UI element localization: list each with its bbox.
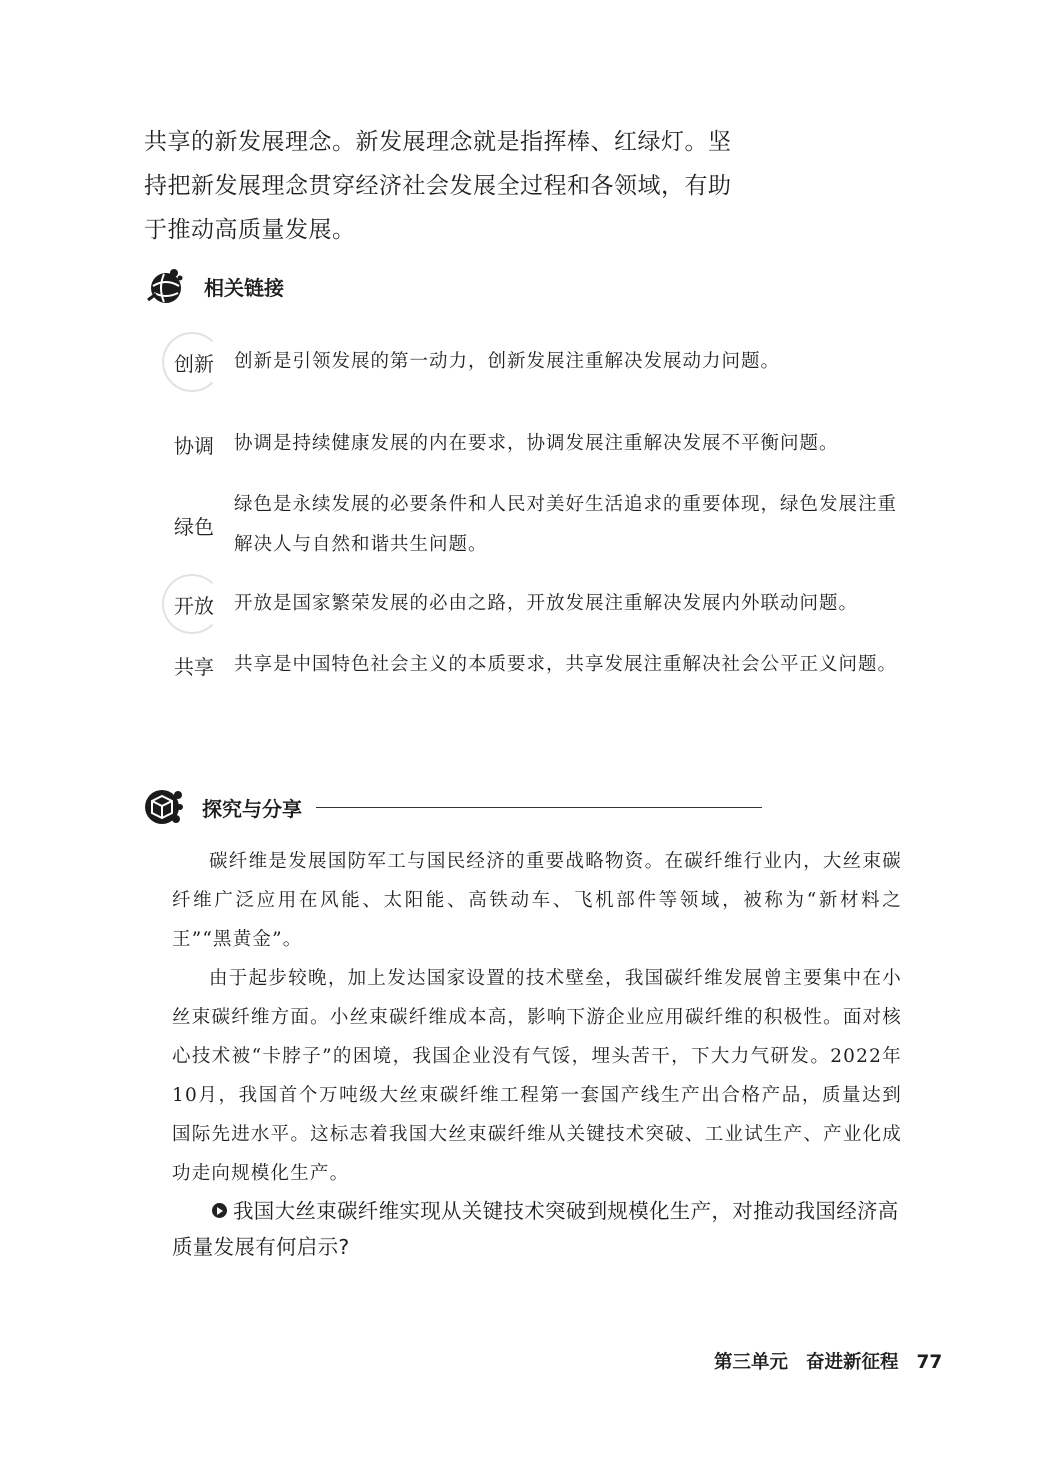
term-row-coordination bbox=[174, 424, 934, 464]
footer-chapter: 奋进新征程 bbox=[806, 1352, 899, 1373]
term-row-green bbox=[174, 485, 934, 565]
page-number: 77 bbox=[916, 1352, 943, 1373]
question-text: 我国大丝束碳纤维实现从关键技术突破到规模化生产，对推动我国经济高质量发展有何启示? bbox=[172, 1199, 899, 1259]
term-description: 绿色是永续发展的必要条件和人民对美好生活追求的重要体现，绿色发展注重解决人与自然和谐共生问题。 bbox=[234, 494, 898, 555]
term-description: 协调是持续健康发展的内在要求，协调发展注重解决发展不平衡问题。 bbox=[234, 433, 839, 454]
explore-paragraph: 由于起步较晚，加上发达国家设置的技术壁垒，我国碳纤维发展曾主要集中在小丝束碳纤维方面。小丝束碳纤维成本高，影响下游企业应用碳纤维的积极性。面对核心技术被“卡脖子”的困境，我国企业没有气馁，埋头苦干，下大力气研发。2022年10月，我国首个万吨级大丝束碳纤维工程第一套国产线生产出合格产品，质量达到国际先进水平。这标志着我国大丝束碳纤维从关键技术突破、工业试生产、产业化成功走向规模化生产。 bbox=[172, 968, 902, 1184]
explore-share-title: 探究与分享 bbox=[202, 796, 302, 821]
term-row-innovation bbox=[174, 342, 934, 382]
term-key: 协调 bbox=[174, 433, 214, 458]
term-description: 开放是国家繁荣发展的必由之路，开放发展注重解决发展内外联动问题。 bbox=[234, 593, 859, 614]
cube-molecule-icon bbox=[142, 785, 186, 829]
intro-line: 共享的新发展理念。新发展理念就是指挥棒、红绿灯。坚 bbox=[144, 129, 732, 155]
term-row-sharing bbox=[174, 645, 934, 685]
header-divider bbox=[316, 807, 762, 808]
term-description: 创新是引领发展的第一动力，创新发展注重解决发展动力问题。 bbox=[234, 351, 781, 372]
intro-paragraph bbox=[144, 120, 784, 252]
term-key: 绿色 bbox=[174, 514, 214, 539]
page-footer bbox=[714, 1348, 943, 1374]
term-key: 创新 bbox=[174, 348, 230, 377]
intro-line: 持把新发展理念贯穿经济社会发展全过程和各领域，有助 bbox=[144, 173, 732, 199]
globe-link-icon bbox=[144, 264, 188, 308]
related-links-header bbox=[144, 264, 284, 308]
term-row-openness bbox=[174, 584, 934, 624]
play-triangle-icon bbox=[212, 1203, 227, 1218]
related-links-title: 相关链接 bbox=[204, 275, 284, 300]
term-key: 开放 bbox=[174, 590, 230, 619]
footer-unit: 第三单元 bbox=[714, 1352, 789, 1373]
term-key: 共享 bbox=[174, 654, 214, 679]
intro-line: 于推动高质量发展。 bbox=[144, 217, 356, 243]
explore-body bbox=[172, 842, 902, 1193]
explore-share-header bbox=[142, 785, 762, 829]
term-description: 共享是中国特色社会主义的本质要求，共享发展注重解决社会公平正义问题。 bbox=[234, 654, 898, 675]
discussion-question bbox=[172, 1193, 912, 1265]
explore-paragraph: 碳纤维是发展国防军工与国民经济的重要战略物资。在碳纤维行业内，大丝束碳纤维广泛应用在风能、太阳能、高铁动车、飞机部件等领域，被称为“新材料之王”“黑黄金”。 bbox=[172, 851, 902, 950]
